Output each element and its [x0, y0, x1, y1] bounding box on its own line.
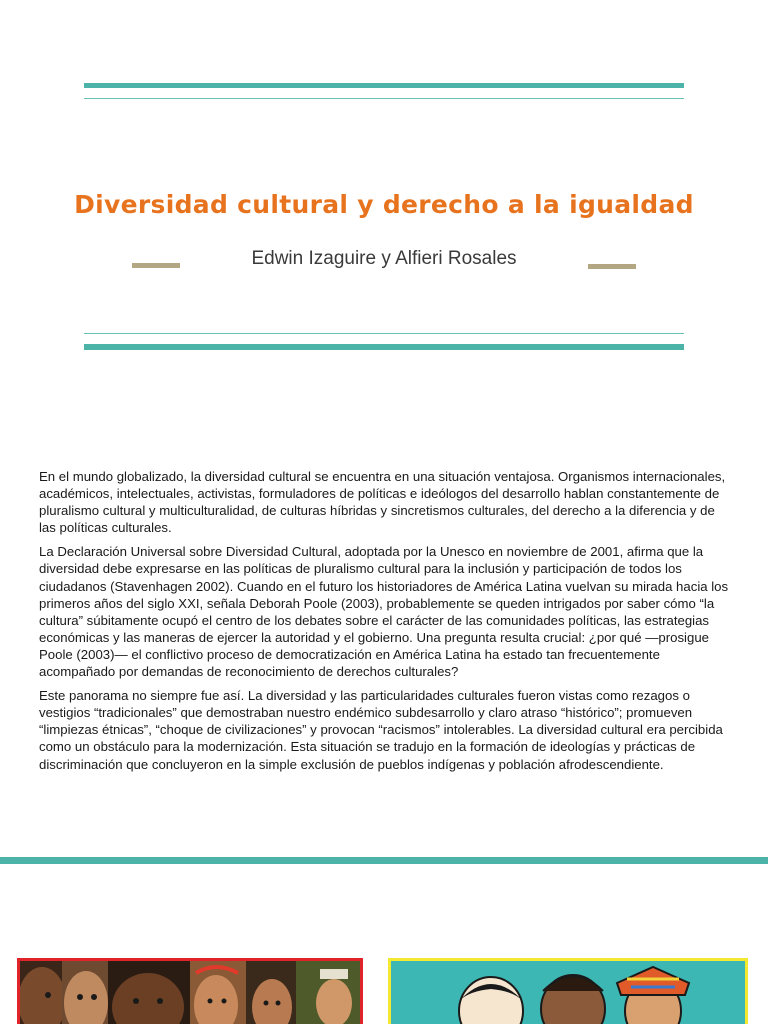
- photo-collage-image: [17, 958, 363, 1024]
- header-bottom-rule-thin: [84, 333, 684, 334]
- paragraph: En el mundo globalizado, la diversidad cultural se encuentra en una situación ventajosa. Organismos internacionales, académicos, intelectuales, activistas, formuladores de políticas e ideólogos del desarrollo hablan constantemente de pluralismo cultural y multiculturalidad, de culturas híbridas y sincretismos culturales, del derecho a la diferencia y de las políticas culturales.: [39, 469, 726, 536]
- document-body: [39, 468, 729, 780]
- section-divider-rule: [0, 857, 768, 864]
- document-authors: Edwin Izaguire y Alfieri Rosales: [251, 248, 517, 269]
- document-title: Diversidad cultural y derecho a la igualdad: [74, 190, 694, 219]
- cartoon-children-image: [388, 958, 748, 1024]
- header-bottom-rule-thick: [84, 344, 684, 350]
- right-dash-ornament: [588, 264, 636, 269]
- cartoon-children-illustration-icon: [391, 961, 745, 1024]
- paragraph: La Declaración Universal sobre Diversidad Cultural, adoptada por la Unesco en noviembre de 2001, afirma que la diversidad debe expresarse en las políticas de pluralismo cultural para la inclusión y participación de todos los ciudadanos (Stavenhagen 2002). Cuando en el futuro los historiadores de América Latina vuelvan su mirada hacia los primeros años del siglo XXI, señala Deborah Poole (2003), probablemente se queden intrigados por saber cómo “la cultura” súbitamente ocupó el centro de los debates sobre el carácter de las comunidades políticas, las estrategias económicas y las maneras de ejercer la autoridad y el gobierno. Una pregunta resulta crucial: ¿por qué —prosigue Poole (2003)— el conflictivo proceso de democratización en América Latina ha estado tan frecuentemente acompañado por demandas de reconocimiento de derechos culturales?: [39, 544, 729, 680]
- top-rule-thick: [84, 83, 684, 88]
- children-faces-photo-icon: [20, 961, 360, 1024]
- top-rule-thin: [84, 98, 684, 99]
- paragraph: Este panorama no siempre fue así. La diversidad y las particularidades culturales fueron vistas como rezagos o vestigios “tradicionales” que demostraban nuestro endémico subdesarrollo y claro atraso “histórico”; promueven “limpiezas étnicas”, “choque de civilizaciones” y provocan “racismos” intolerables. La diversidad cultural era percibida como un obstáculo para la modernización. Esta situación se tradujo en la formación de ideologías y prácticas de discriminación que concluyeron en la simple exclusión de pueblos indígenas y población afrodescendiente.: [39, 688, 723, 772]
